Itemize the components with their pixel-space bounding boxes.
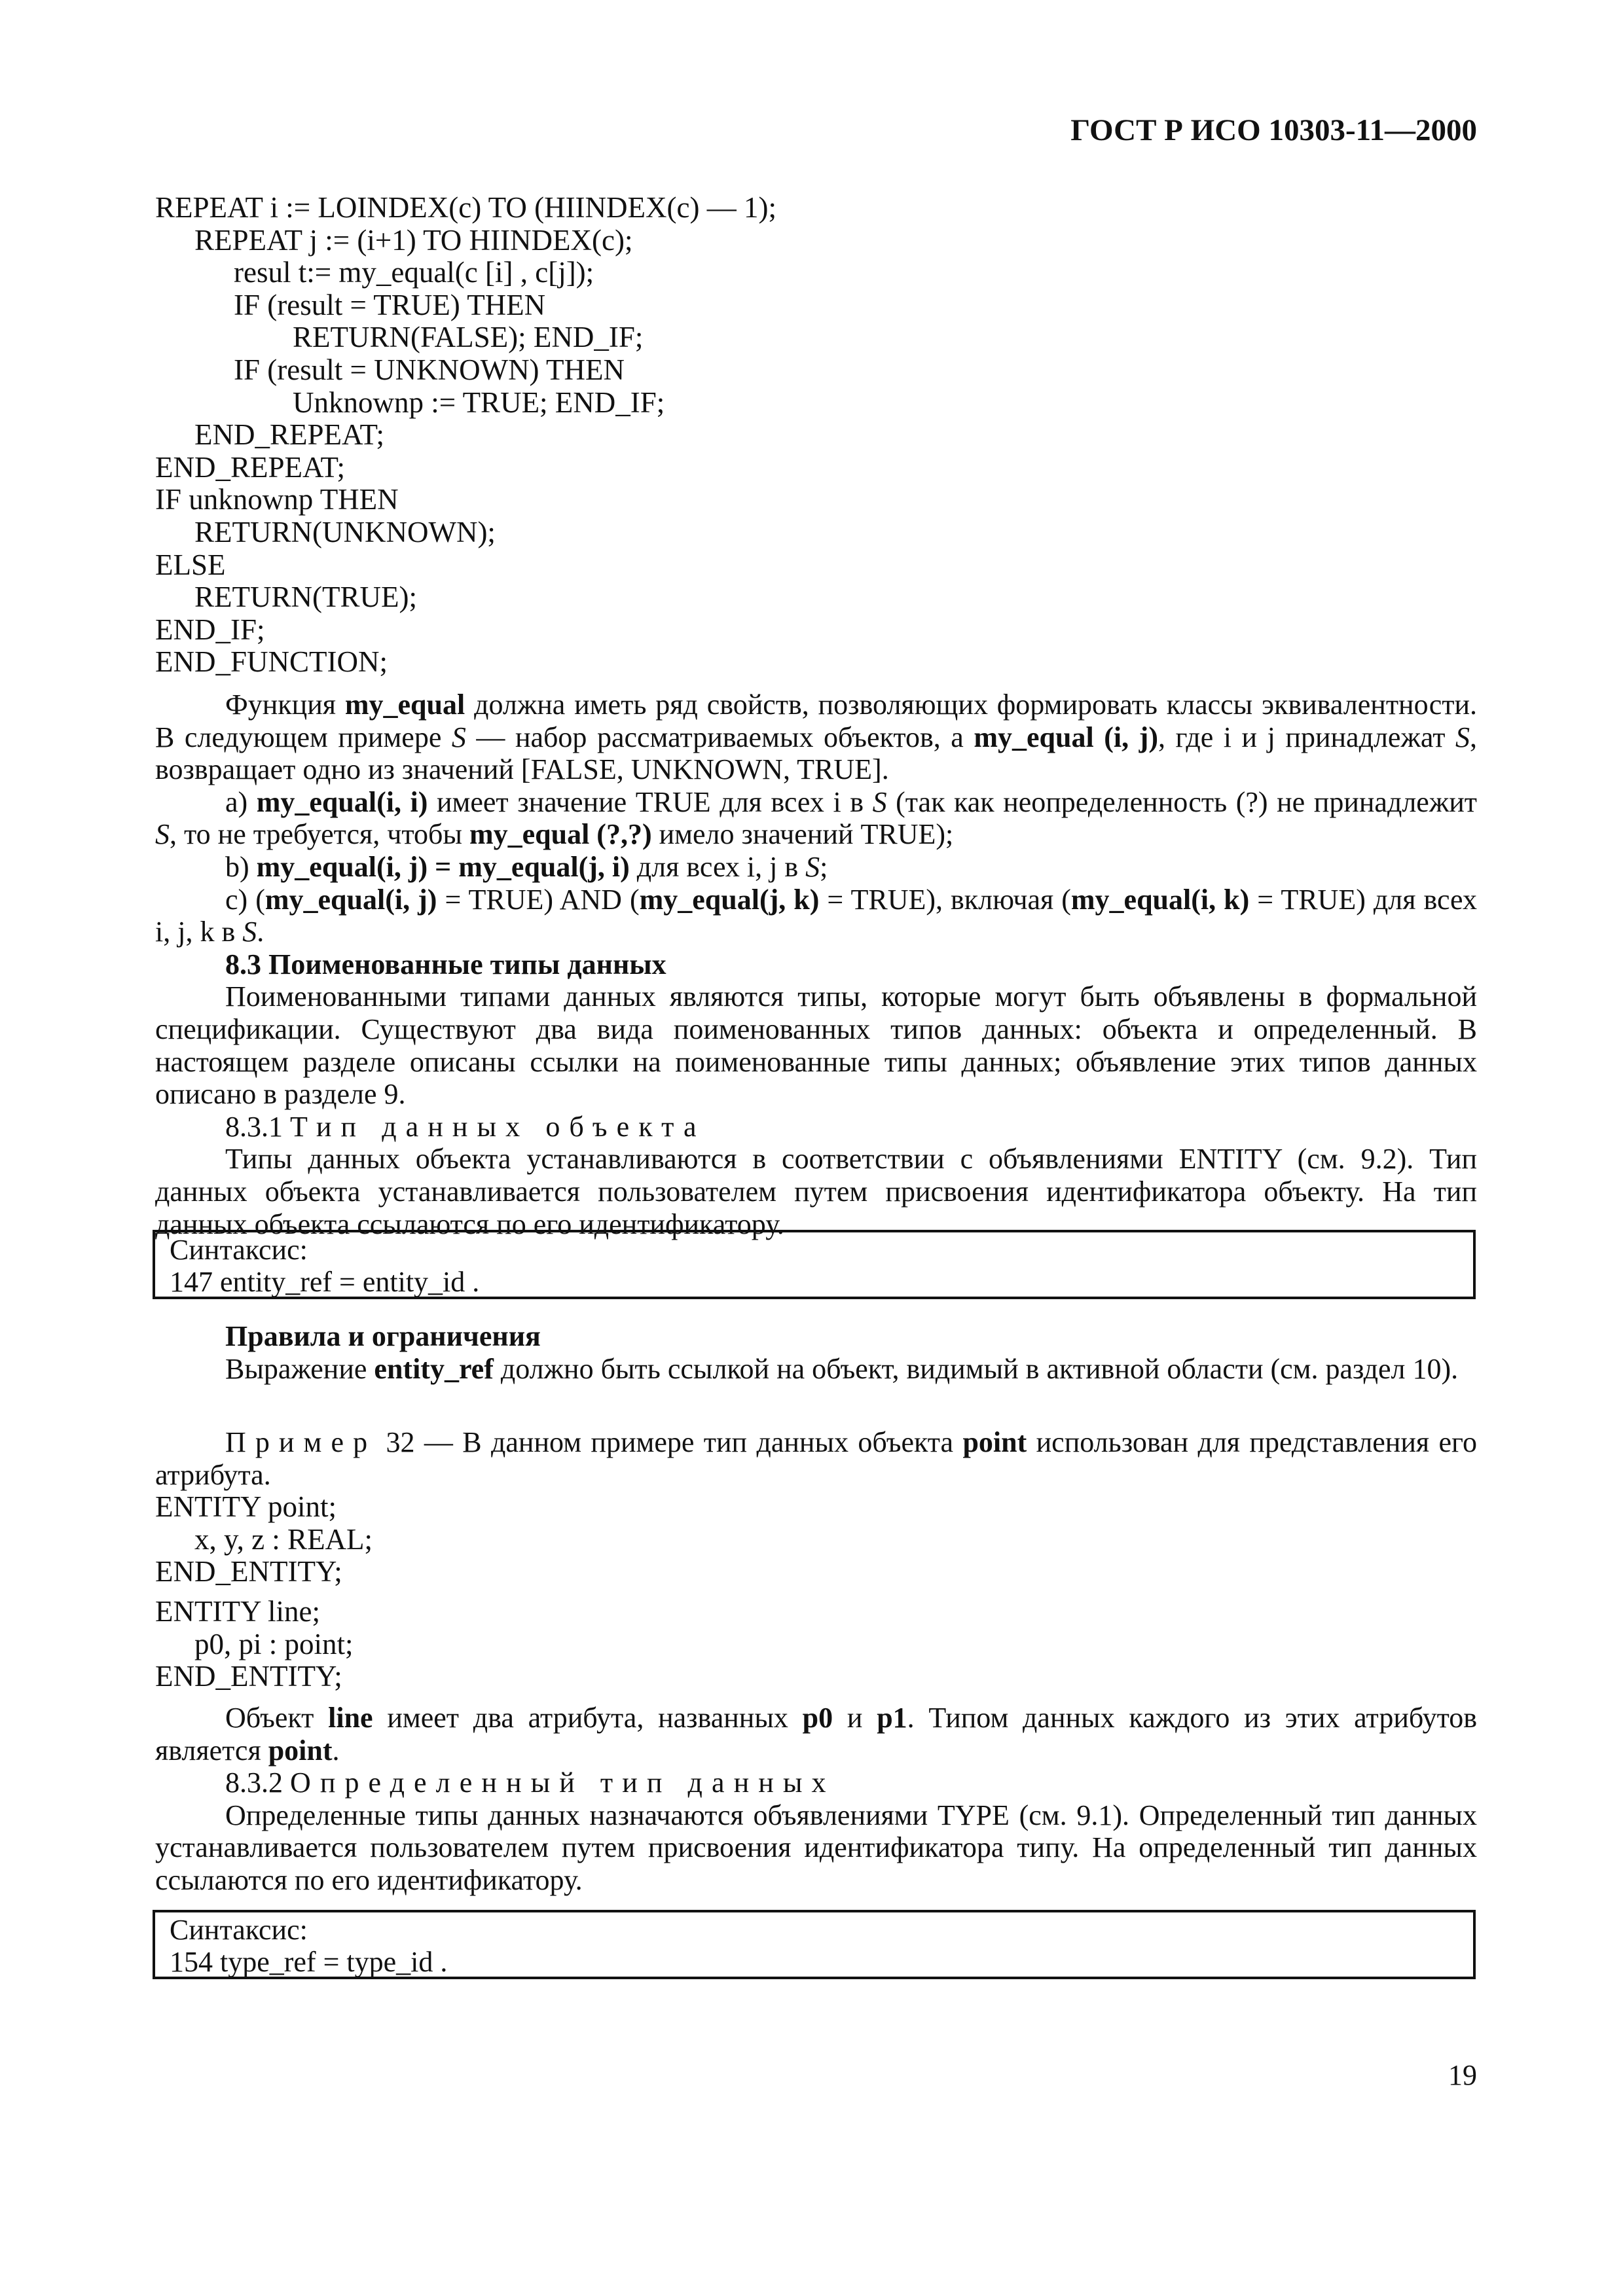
code-line: RETURN(TRUE); [194, 581, 417, 614]
paragraph-line-attributes: Объект line имеет два атрибута, названных p0 и p1. Типом данных каждого из этих атрибутов является point. [155, 1702, 1478, 1767]
code-line: REPEAT i := LOINDEX(c) TO (HIINDEX(c) — 1); [155, 191, 776, 224]
syntax-label: Синтаксис: [170, 1234, 308, 1266]
code-line: ENTITY point; [155, 1490, 337, 1523]
list-item-c: c) (my_equal(i, j) = TRUE) AND (my_equal(j, k) = TRUE), включая (my_equal(i, k) = TRUE) для всех i, j, k в S. [155, 883, 1478, 948]
code-line: resul t:= my_equal(c [i] , c[j]); [234, 256, 594, 289]
subsection-heading-8-3-2: 8.3.2 Определенный тип данных [225, 1767, 835, 1799]
code-line: END_ENTITY; [155, 1660, 342, 1693]
code-line: Unknownp := TRUE; END_IF; [293, 386, 665, 419]
syntax-rule: 154 type_ref = type_id . [170, 1946, 448, 1978]
syntax-rule: 147 entity_ref = entity_id . [170, 1266, 480, 1298]
code-block-entity-point [155, 1491, 1477, 1588]
document-header: ГОСТ Р ИСО 10303-11—2000 [1070, 113, 1477, 147]
rules-heading: Правила и ограничения [225, 1320, 541, 1352]
syntax-box-type-ref [153, 1910, 1476, 1979]
code-line: x, y, z : REAL; [194, 1522, 373, 1556]
section-heading-8-3: 8.3 Поименованные типы данных [225, 948, 666, 980]
paragraph-defined-types: Определенные типы данных назначаются объявлениями TYPE (см. 9.1). Определенный тип данных устанавливается пользователем путем присвоения идентификатора типу. На определенный тип данных ссылаются по его идентификатору. [155, 1799, 1477, 1896]
code-line: IF unknownp THEN [155, 483, 399, 516]
example-text [155, 1426, 1477, 1491]
code-line: IF (result = UNKNOWN) THEN [234, 353, 625, 386]
page-number: 19 [1448, 2059, 1477, 2091]
code-line: IF (result = TRUE) THEN [234, 288, 546, 321]
code-line: REPEAT j := (i+1) TO HIINDEX(c); [194, 223, 633, 257]
code-block-function-end [155, 192, 1477, 679]
text-block-equivalence [155, 689, 1477, 1240]
code-line: RETURN(UNKNOWN); [194, 515, 496, 548]
code-line: END_REPEAT; [194, 418, 385, 452]
paragraph-example-32: Пример 32 — В данном примере тип данных объекта point использован для представления его атрибута. [155, 1426, 1477, 1491]
text-block-rules [155, 1320, 1477, 1385]
code-line: END_REPEAT; [155, 450, 346, 484]
code-line: ENTITY line; [155, 1595, 321, 1628]
code-block-entity-line [155, 1596, 1477, 1693]
code-line: END_FUNCTION; [155, 645, 388, 679]
syntax-label: Синтаксис: [170, 1914, 308, 1946]
list-item-b: b) my_equal(i, j) = my_equal(j, i) для всех i, j в S; [225, 850, 828, 883]
syntax-box-entity-ref [153, 1230, 1476, 1299]
text-block-defined-type [155, 1702, 1477, 1897]
list-item-a: a) my_equal(i, i) имеет значение TRUE для всех i в S (так как неопределенность (?) не принадлежит S, то не требуется, чтобы my_equal (?,?) имело значений TRUE); [155, 785, 1477, 851]
paragraph-my-equal: Функция my_equal должна иметь ряд свойств, позволяющих формировать классы эквивалентности. В следующем примере S — набор рассматриваемых объектов, а my_equal (i, j), где i и j принадлежат S, возвращает одно из значений [FALSE, UNKNOWN, TRUE]. [155, 689, 1477, 786]
code-line: END_IF; [155, 613, 265, 646]
code-line: p0, pi : point; [194, 1627, 354, 1660]
code-line: ELSE [155, 548, 226, 581]
paragraph-rules: Выражение entity_ref должно быть ссылкой на объект, видимый в активной области (см. раздел 10). [225, 1352, 1459, 1385]
paragraph-named-types: Поименованными типами данных являются типы, которые могут быть объявлены в формальной спецификации. Существуют два вида поименованных типов данных: объекта и определенный. В настоящем разделе описаны ссылки на поименованные типы данных; объявление этих типов данных описано в разделе 9. [155, 980, 1477, 1111]
subsection-heading-8-3-1: 8.3.1 Тип данных объекта [225, 1110, 706, 1143]
code-line: END_ENTITY; [155, 1555, 342, 1588]
paragraph-entity-types: Типы данных объекта устанавливаются в соответствии с объявлениями ENTITY (см. 9.2). Тип данных объекта устанавливается пользователем путем присвоения идентификатора объекту. На тип данных объекта ссылаются по его идентификатору. [155, 1143, 1477, 1240]
code-line: RETURN(FALSE); END_IF; [293, 321, 644, 354]
